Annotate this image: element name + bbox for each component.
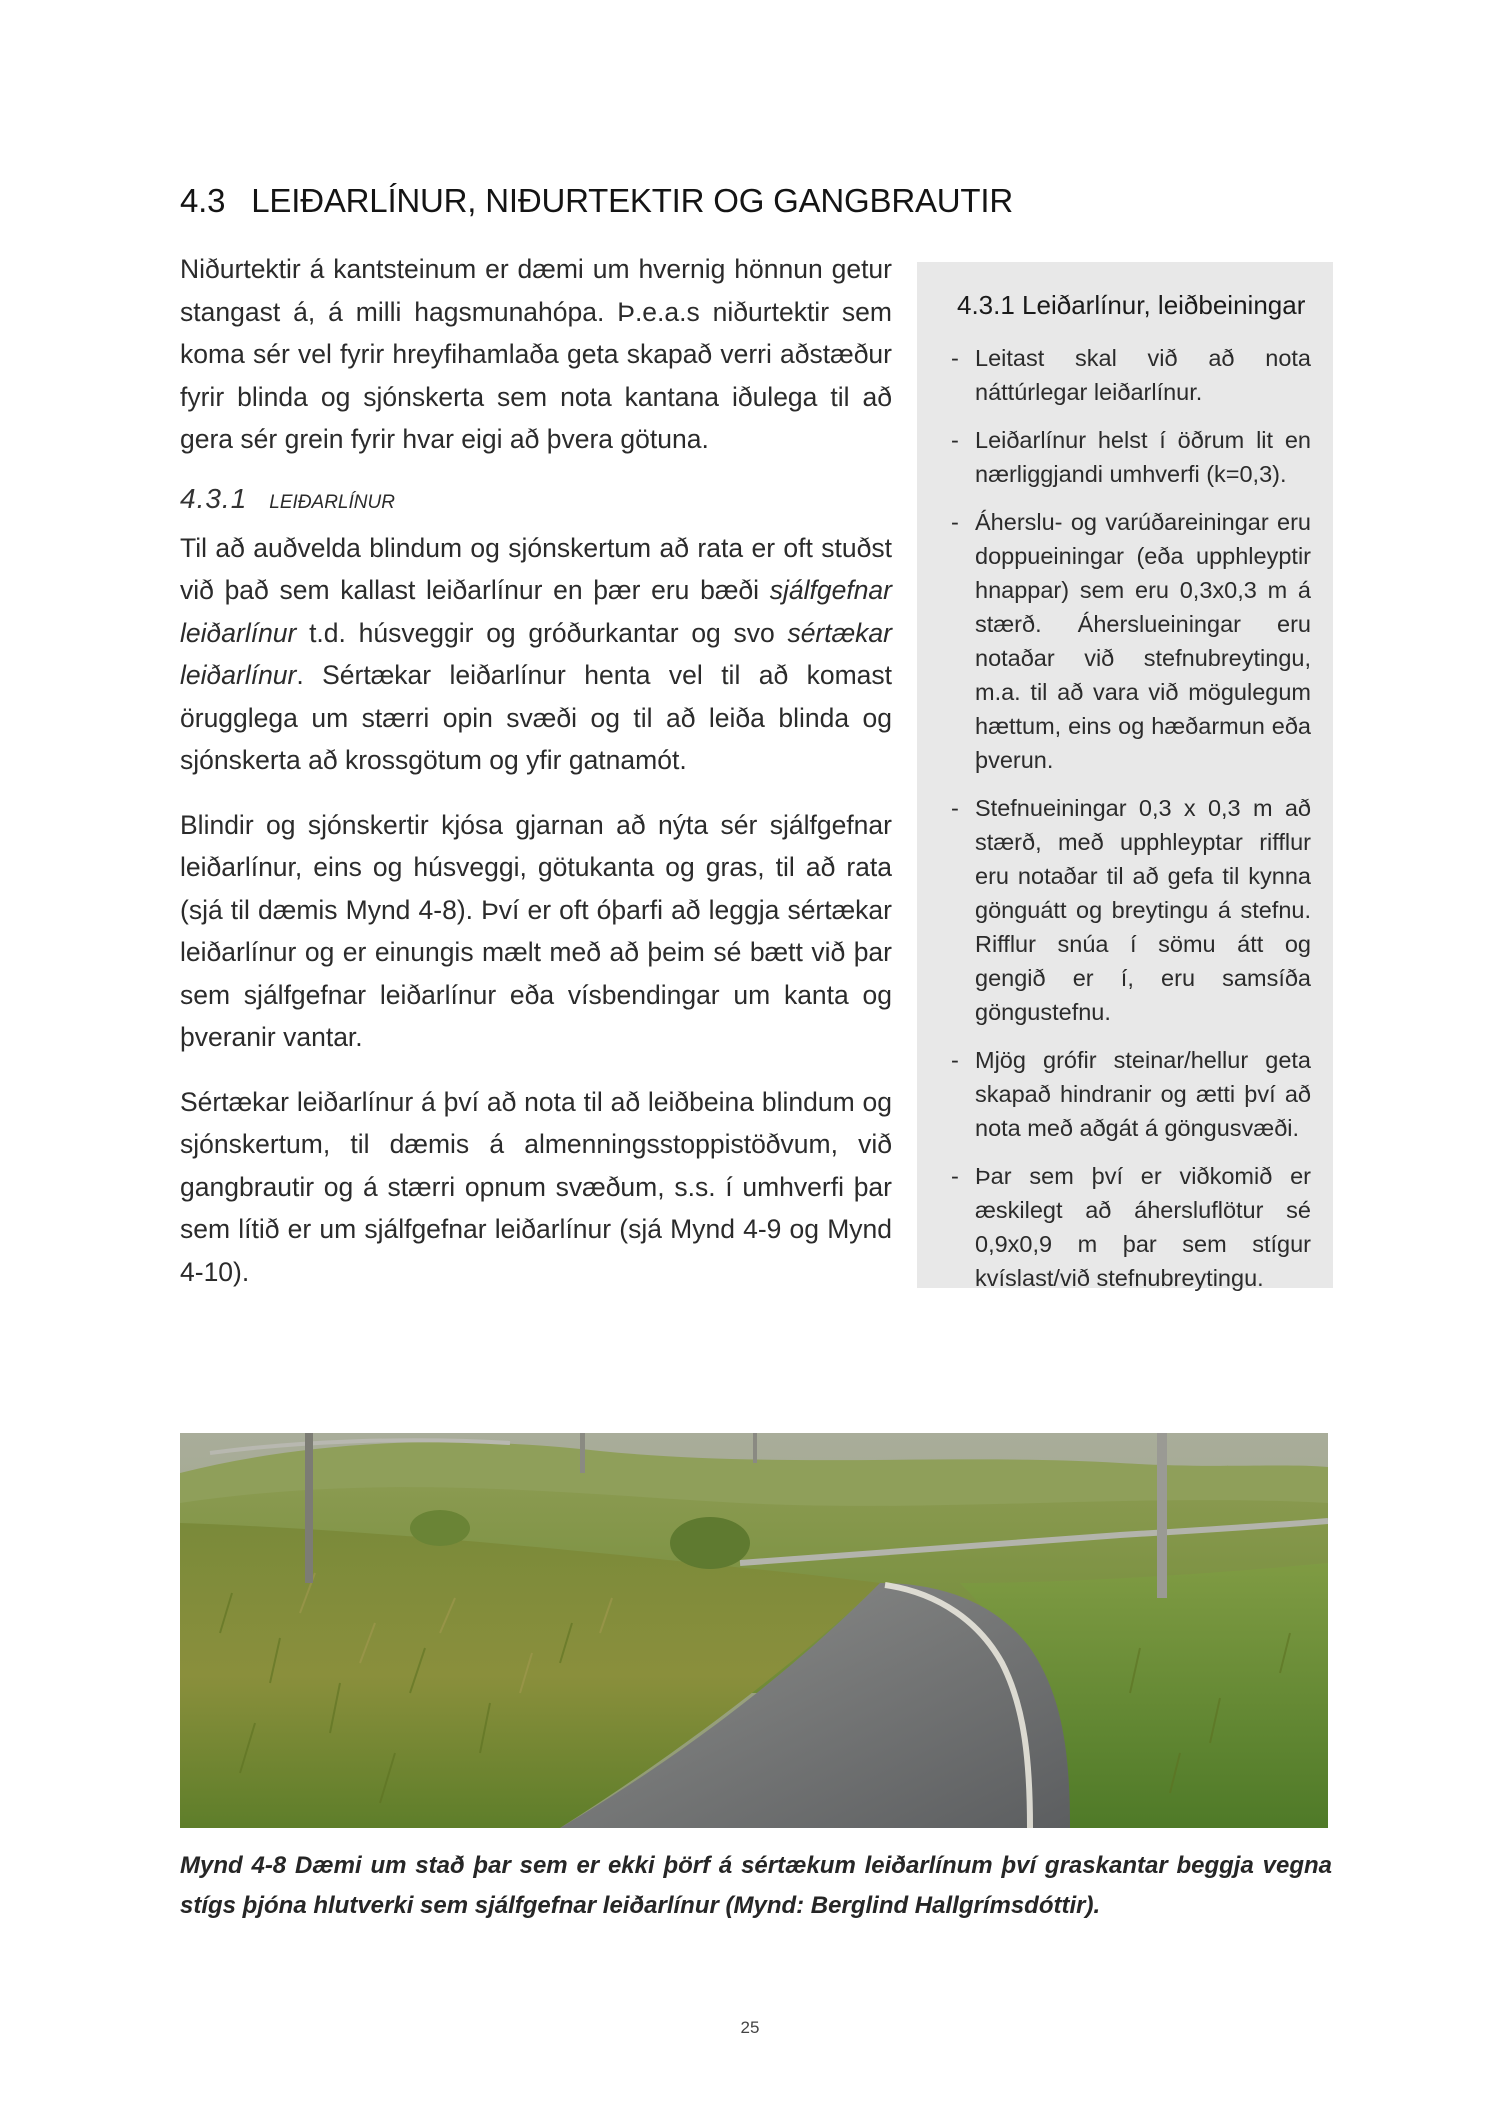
subsection-heading [180, 483, 892, 523]
emphasis-natural-lines: sjálfgefnar leiðarlínur [180, 575, 892, 648]
sidebar-item: - Áherslu- og varúðareiningar eru doppueiningar (eða upphleyptir hnappar) sem eru 0,3x0,3 m á stærð. Áherslueiningar eru notaðar við stefnubreytingu, m.a. til að vara við mögulegum hættum, eins og hæðarmun eða þverun. [939, 505, 1311, 777]
subsection-title: LEIÐARLÍNUR [269, 491, 395, 513]
subsection-number: 4.3.1 [180, 482, 248, 514]
emphasis-specific-lines: sértækar leiðarlínur [180, 617, 892, 690]
sidebar-title: 4.3.1 Leiðarlínur, leiðbeiningar [957, 290, 1306, 320]
sidebar-list [939, 341, 1311, 1295]
sidebar-item: - Leitast skal við að nota náttúrlegar leiðarlínur. [939, 341, 1311, 409]
sidebar-item: - Stefnueiningar 0,3 x 0,3 m að stærð, með upphleyptar rifflur eru notaðar til að gefa til kynna gönguátt og breytingu á stefnu. Rifflur snúa í sömu átt og gengið er í, eru samsíða göngustefnu. [939, 791, 1311, 1029]
sidebar-item: - Leiðarlínur helst í öðrum lit en nærliggjandi umhverfi (k=0,3). [939, 423, 1311, 491]
intro-paragraph: Niðurtektir á kantsteinum er dæmi um hvernig hönnun getur stangast á, á milli hagsmunahópa. Þ.e.a.s niðurtektir sem koma sér vel fyrir hreyfihamlaða geta skapað verri aðstæður fyrir blinda og sjónskerta sem nota kantana iðulega til að gera sér grein fyrir hvar eigi að þvera götuna. [180, 254, 892, 454]
section-title: LEIÐARLÍNUR, NIÐURTEKTIR OG GANGBRAUTIR [251, 182, 1013, 219]
guidelines-paragraph-2: Blindir og sjónskertir kjósa gjarnan að nýta sér sjálfgefnar leiðarlínur, eins og húsveggi, götukanta og gras, til að rata (sjá til dæmis Mynd 4-8). Því er oft óþarfi að leggja sértækar leiðarlínur og er einungis mælt með að þeim sé bætt við þar sem sjálfgefnar leiðarlínur eða vísbendingar um kanta og þveranir vantar. [180, 809, 892, 1052]
sidebar-item: - Þar sem því er viðkomið er æskilegt að áhersluflötur sé 0,9x0,9 m þar sem stígur kvíslast/við stefnubreytingu. [939, 1159, 1311, 1295]
sidebar-item: - Mjög grófir steinar/hellur geta skapað hindranir og ætti því að nota með aðgát á göngusvæði. [939, 1043, 1311, 1145]
guidelines-paragraph-1: Til að auðvelda blindum og sjónskertum að rata er oft stuðst við það sem kallast leiðarlínur en þær eru bæði sjálfgefnar leiðarlínur t.d. húsveggir og gróðurkantar og svo sértækar leiðarlínur. Sértækar leiðarlínur henta vel til að komast örugglega um stærri opin svæði og til að leiða blinda og sjónskerta að krossgötum og yfir gatnamót. [180, 532, 892, 775]
figure-caption: Mynd 4-8 Dæmi um stað þar sem er ekki þörf á sértækum leiðarlínum því graskantar beggja vegna stígs þjóna hlutverki sem sjálfgefnar leiðarlínur (Mynd: Berglind Hallgrímsdóttir). [180, 1852, 1332, 1919]
section-heading [180, 182, 1013, 220]
page-number: 25 [740, 2018, 760, 2037]
main-column [180, 248, 892, 1315]
section-number: 4.3 [180, 182, 226, 219]
guidelines-paragraph-3: Sértækar leiðarlínur á því að nota til að leiðbeina blindum og sjónskertum, til dæmis á almenningsstoppistöðvum, við gangbrautir og á stærri opnum svæðum, s.s. í umhverfi þar sem lítið er um sjálfgefnar leiðarlínur (sjá Mynd 4-9 og Mynd 4-10). [180, 1086, 892, 1287]
guidelines-sidebar [917, 262, 1333, 1291]
figure-photo-path-with-grass-edges [180, 1433, 1328, 1828]
